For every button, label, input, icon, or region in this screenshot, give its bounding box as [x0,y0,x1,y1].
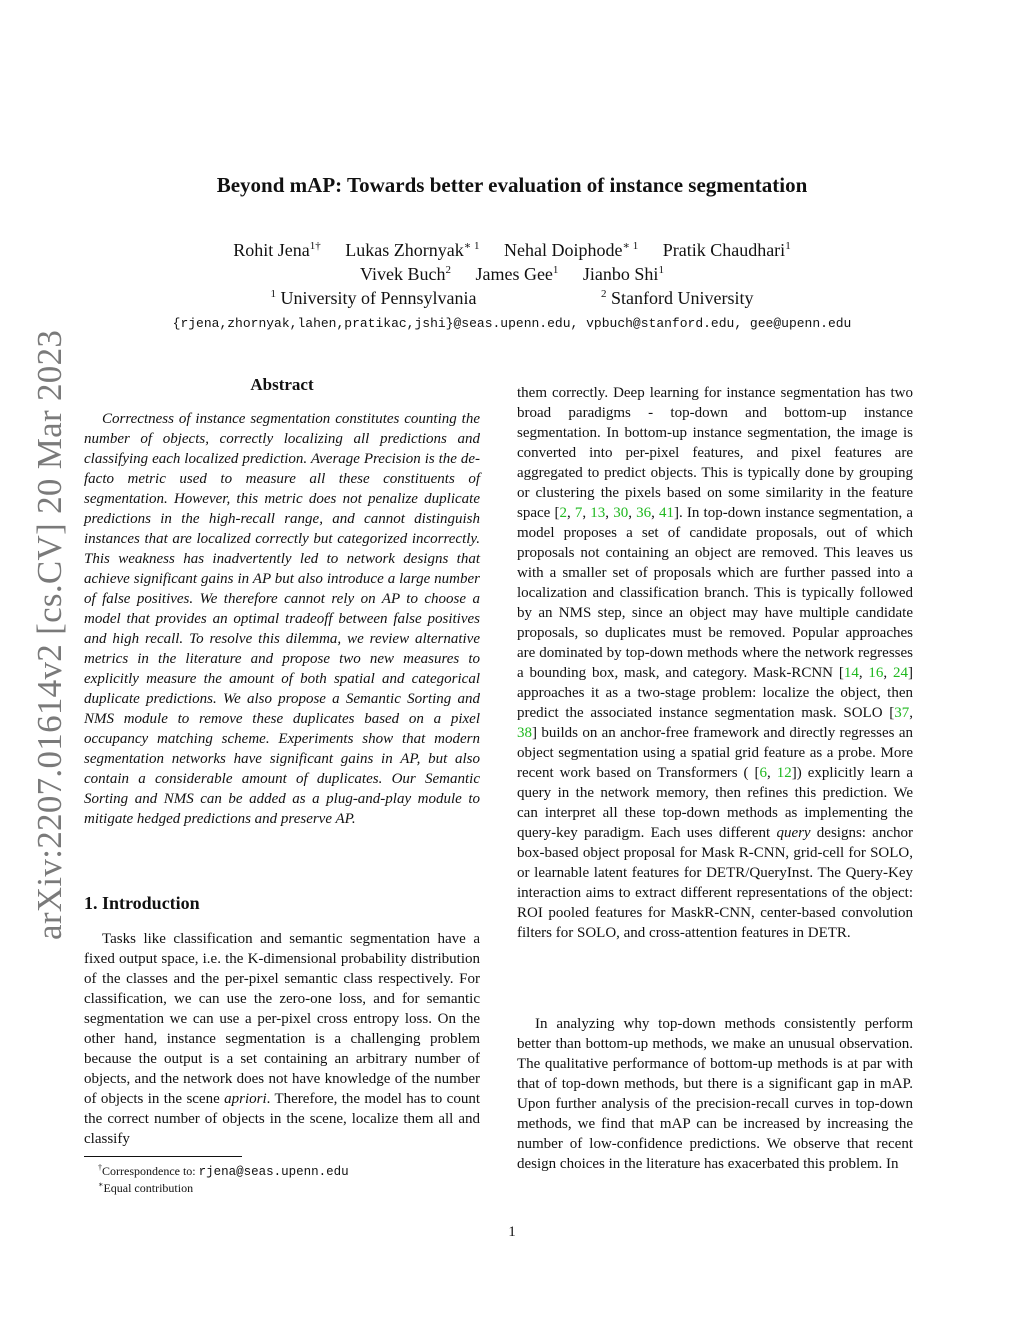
citation-link[interactable]: 12 [776,765,792,781]
author [360,264,451,284]
author-mark: 1 [785,240,791,252]
affiliation-name: Stanford University [611,288,754,308]
affiliation [271,288,477,308]
paper-title: Beyond mAP: Towards better evaluation of instance segmentation [216,173,808,197]
author-name: Rohit Jena [233,240,310,260]
affiliations [0,288,1024,309]
paragraph-text: designs: anchor box-based object proposal for Mask R-CNN, grid-cell for SOLO, or learnable latent features for DETR/QueryInst. The Query-Key interaction aims to extract different representations of the object: ROI pooled features for MaskR-CNN, center-based convolution filters for SOLO, and cross-attention features in DETR. [517,825,913,941]
author [345,240,479,260]
affiliation-mark: 1 [270,288,277,300]
author [663,240,791,260]
author-emails: {rjena,zhornyak,lahen,pratikac,jshi}@seas.upenn.edu, vpbuch@stanford.edu, gee@upenn.edu [172,316,852,331]
author [504,240,638,260]
author-mark: 2 [445,264,451,276]
footnote-label: Correspondence to: [102,1164,199,1178]
intro-text-part: . Therefore, the model has to count the correct number of objects in the scene, localize them all and classify [84,1091,480,1147]
page-number: 1 [508,1224,516,1240]
footnote-mark: ∗ [98,1180,104,1189]
footnote-equal-contribution [98,1178,193,1195]
citation-link[interactable]: 6 [759,765,768,781]
paragraph-text: ] builds on an anchor-free framework and directly regresses an object segmentation using a spatial grid feature as a probe. More recent work based on Transformers ( [ [517,725,913,781]
right-column-paragraph-1: them correctly. Deep learning for instance segmentation has two broad paradigms - top-down and bottom-up instance segmentation. In bottom-up instance segmentation, the image is converted into per-pixel features, and pixel features are aggregated to predict objects. This is typically done by grouping or clustering the pixels based on some similarity in the feature space [2, 7, 13, 30, 36, 41]. In top-down instance segmentation, a model proposes a set of candidate proposals, out of which proposals not containing an object are removed. This leaves us with a smaller set of proposals which are further passed into a localization and classification branch. This is typically followed by an NMS step, since an object may have multiple candidate proposals, so duplicates must be removed. Popular approaches are dominated by top-down methods where the network regresses a bounding box, mask, and category. Mask-RCNN [14, 16, 24] approaches it as a two-stage problem: localize the object, then predict the associated instance segmentation mask. SOLO [37, 38] builds on an anchor-free framework and directly regresses an object segmentation using a spatial grid feature as a probe. More recent work based on Transformers ( [6, 12]) explicitly learn a query in the network memory, then refines this prediction. We can interpret all these top-down methods as implementing the query-key paradigm. Each uses different query designs: anchor box-based object proposal for Mask R-CNN, grid-cell for SOLO, or learnable latent features for DETR/QueryInst. The Query-Key interaction aims to extract different representations of the object: ROI pooled features for MaskR-CNN, center-based convolution filters for SOLO, and cross-attention features in DETR. [517,385,914,941]
introduction-body [84,929,480,1149]
abstract-body: Correctness of instance segmentation constitutes counting the number of objects, correctly localizing all predictions and classifying each localized prediction. Average Precision is the de-facto metric used to measure all these constituents of segmentation. However, this metric does not penalize duplicate predictions in the high-recall range, and cannot distinguish instances that are localized correctly but categorized incorrectly. This weakness has inadvertently led to network designs that achieve significant gains in AP but also introduce a large number of false positives. We therefore cannot rely on AP to choose a model that provides an optimal tradeoff between false positives and high recall. To resolve this dilemma, we review alternative metrics in the literature and propose two new measures to explicitly measure the amount of both spatial and categorical duplicate predictions. We also propose a Semantic Sorting and NMS module to remove these duplicates based on a pixel occupancy matching scheme. Experiments show that modern segmentation networks have significant gains in AP, but also contain a considerable amount of duplicates. Our Semantic Sorting and NMS can be added as a plug-and-play module to mitigate hedged predictions and preserve AP. [84,411,480,827]
author [475,264,558,284]
citation-link[interactable]: 2 [559,505,567,521]
citation-link[interactable]: 38 [517,725,532,741]
author-mark: 1† [309,240,321,252]
affiliation [601,288,753,308]
citation-link[interactable]: 24 [893,665,908,681]
author-name: Pratik Chaudhari [662,240,786,260]
footnote-correspondence [98,1161,349,1179]
author-mark: 1 [658,264,664,276]
author-name: Vivek Buch [360,264,446,284]
author [583,264,664,284]
paragraph-text: ] approaches it as a two-stage problem: localize the object, then predict the associated instance segmentation mask. SOLO [ [517,665,913,721]
author-row-2 [0,264,1024,285]
introduction-heading: 1. Introduction [84,893,200,913]
footnote-email: rjena@seas.upenn.edu [198,1165,349,1179]
author-mark: ∗ 1 [463,240,480,252]
citation-link[interactable]: 7 [574,505,583,521]
citation-link[interactable]: 41 [659,505,674,521]
citation-link[interactable]: 36 [636,505,652,521]
query-italic-word: query [776,825,811,841]
citation-link[interactable]: 13 [590,505,606,521]
author-mark: 1 [552,264,559,276]
abstract-heading: Abstract [250,375,314,394]
citation-link[interactable]: 30 [613,505,629,521]
right-column-paragraph-2: In analyzing why top-down methods consistently perform better than bottom-up methods, we make an unusual observation. The qualitative performance of bottom-up methods is at par with that of top-down methods, but there is a significant gap in mAP. Upon further analysis of the precision-recall curves in top-down methods, we find that mAP can be increased by increasing the number of low-confidence predictions. We observe that recent design choices in the literature has exacerbated this problem. In [517,1016,913,1172]
intro-text-part: Tasks like classification and semantic segmentation have a fixed output space, i.e. the K-dimensional probability distribution of the classes and the per-pixel semantic class respectively. For classification, we can use the zero-one loss, and for semantic segmentation we can use a per-pixel cross entropy loss. On the other hand, instance segmentation is a challenging problem because the output is a set containing an arbitrary number of objects, and the network does not have knowledge of the number of objects in the scene [84,931,480,1107]
citation-link[interactable]: 16 [868,665,884,681]
footnote-divider [84,1156,242,1157]
author-name: Lukas Zhornyak [345,240,464,260]
footnote-mark: † [98,1163,102,1172]
author [233,240,321,260]
author-row-1 [0,239,1024,261]
paragraph-text: ]) explicitly learn a query in the network memory, then refines this prediction. We can interpret all these top-down methods as implementing the query-key paradigm. Each uses different [517,765,914,841]
citation-link[interactable]: 14 [843,665,859,681]
author-name: Jianbo Shi [582,264,659,284]
affiliation-mark: 2 [601,288,607,300]
intro-italic-word: apriori [224,1091,267,1107]
citation-link[interactable]: 37 [894,705,910,721]
author-name: James Gee [475,264,553,284]
author-name: Nehal Doiphode [504,240,623,260]
arxiv-identifier: arXiv:2207.01614v2 [cs.CV] 20 Mar 2023 [30,329,69,940]
paragraph-text: them correctly. Deep learning for instance segmentation has two broad paradigms - top-down and bottom-up instance segmentation. In bottom-up instance segmentation, the image is converted into per-pixel features, and pixel features are aggregated to predict objects. This is typically done by grouping or clustering the pixels based on some similarity in the feature space [ [517,385,913,521]
footnote-text: Equal contribution [103,1181,194,1195]
paragraph-text: ]. In top-down instance segmentation, a model proposes a set of candidate proposals, out of which proposals not containing an object are removed. This leaves us with a smaller set of proposals which are further passed into a localization and classification branch. This is typically followed by an NMS step, since an object may have multiple candidate proposals, so duplicates must be removed. Popular approaches are dominated by top-down methods where the network regresses a bounding box, mask, and category. Mask-RCNN [ [517,505,914,681]
author-mark: ∗ 1 [622,240,639,252]
affiliation-name: University of Pennsylvania [280,288,477,308]
